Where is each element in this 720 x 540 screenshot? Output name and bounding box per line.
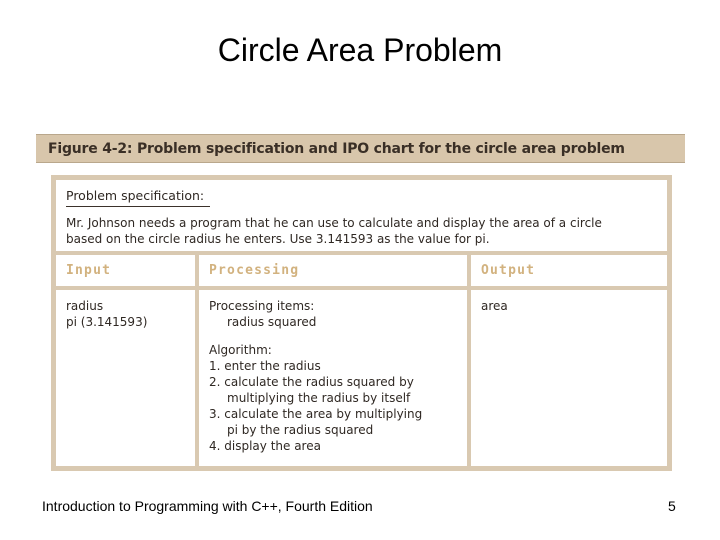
slide-title: Circle Area Problem [217, 32, 503, 68]
algorithm-step: 1. enter the radius [209, 359, 321, 373]
output-item: area [481, 299, 508, 313]
page-number: 5 [668, 498, 676, 514]
output-column-heading: Output [481, 263, 536, 278]
figure-caption: Figure 4-2: Problem specification and IPO chart for the circle area problem [48, 141, 625, 157]
algorithm-step-continuation: multiplying the radius by itself [227, 391, 411, 405]
input-header-cell [56, 255, 195, 286]
specification-line: based on the circle radius he enters. Use 3.141593 as the value for pi. [66, 232, 490, 246]
specification-text [66, 215, 656, 247]
ipo-chart [51, 175, 672, 471]
input-list [66, 298, 147, 330]
processing-content [209, 298, 422, 454]
input-item: radius [66, 299, 104, 313]
algorithm-step-continuation: pi by the radius squared [227, 423, 374, 437]
specification-heading: Problem specification: [66, 188, 205, 203]
algorithm-step: 3. calculate the area by multiplying [209, 407, 423, 421]
figure-caption-banner [36, 134, 685, 163]
output-list [481, 298, 508, 314]
specification-heading-underline [66, 206, 210, 207]
processing-header-cell [199, 255, 467, 286]
footer-text: Introduction to Programming with C++, Fourth Edition [42, 498, 373, 514]
input-body-cell [56, 290, 195, 466]
processing-items-heading: Processing items: [209, 299, 315, 313]
problem-specification [56, 180, 667, 251]
input-item: pi (3.141593) [66, 315, 148, 329]
output-header-cell [471, 255, 667, 286]
processing-body-cell [199, 290, 467, 466]
output-body-cell [471, 290, 667, 466]
algorithm-step: 2. calculate the radius squared by [209, 375, 414, 389]
processing-item: radius squared [227, 315, 317, 329]
specification-line: Mr. Johnson needs a program that he can use to calculate and display the area of a circle [66, 216, 602, 230]
algorithm-heading: Algorithm: [209, 343, 272, 357]
processing-column-heading: Processing [209, 263, 300, 278]
input-column-heading: Input [66, 263, 112, 278]
algorithm-step: 4. display the area [209, 439, 321, 453]
